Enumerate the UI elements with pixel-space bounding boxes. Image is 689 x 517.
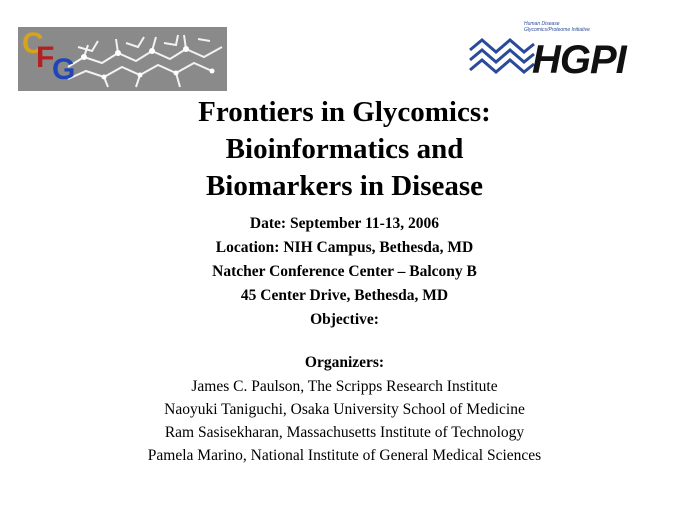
title-line-3: Biomarkers in Disease	[205, 170, 484, 202]
hgpi-logo	[464, 20, 644, 86]
event-objective: Objective:	[310, 311, 379, 328]
cfg-logo	[18, 27, 227, 91]
cfg-letter-f: F	[36, 41, 55, 74]
hgpi-caption: Human Disease Glycomics/Proteome Initiative	[524, 21, 590, 33]
cfg-letter-c: C	[22, 27, 44, 60]
event-date: Date: September 11-13, 2006	[249, 215, 440, 232]
slide-title	[0, 94, 689, 205]
hgpi-wave-icon	[468, 30, 538, 80]
event-details	[0, 212, 689, 332]
event-venue: Natcher Conference Center – Balcony B	[212, 263, 477, 280]
title-line-1: Frontiers in Glycomics:	[198, 96, 491, 128]
organizer-item: Naoyuki Taniguchi, Osaka University School of Medicine	[164, 401, 525, 418]
event-location: Location: NIH Campus, Bethesda, MD	[215, 239, 474, 256]
hgpi-wordmark: HGPI	[532, 38, 626, 82]
event-address: 45 Center Drive, Bethesda, MD	[240, 287, 449, 304]
organizers-heading: Organizers:	[304, 354, 385, 371]
organizer-item: James C. Paulson, The Scripps Research Institute	[191, 378, 498, 395]
organizer-item: Pamela Marino, National Institute of General Medical Sciences	[147, 447, 542, 464]
cfg-letter-g: G	[52, 53, 76, 86]
title-line-2: Bioinformatics and	[225, 133, 464, 165]
organizer-item: Ram Sasisekharan, Massachusetts Institute of Technology	[164, 424, 525, 441]
organizers-list	[0, 375, 689, 467]
